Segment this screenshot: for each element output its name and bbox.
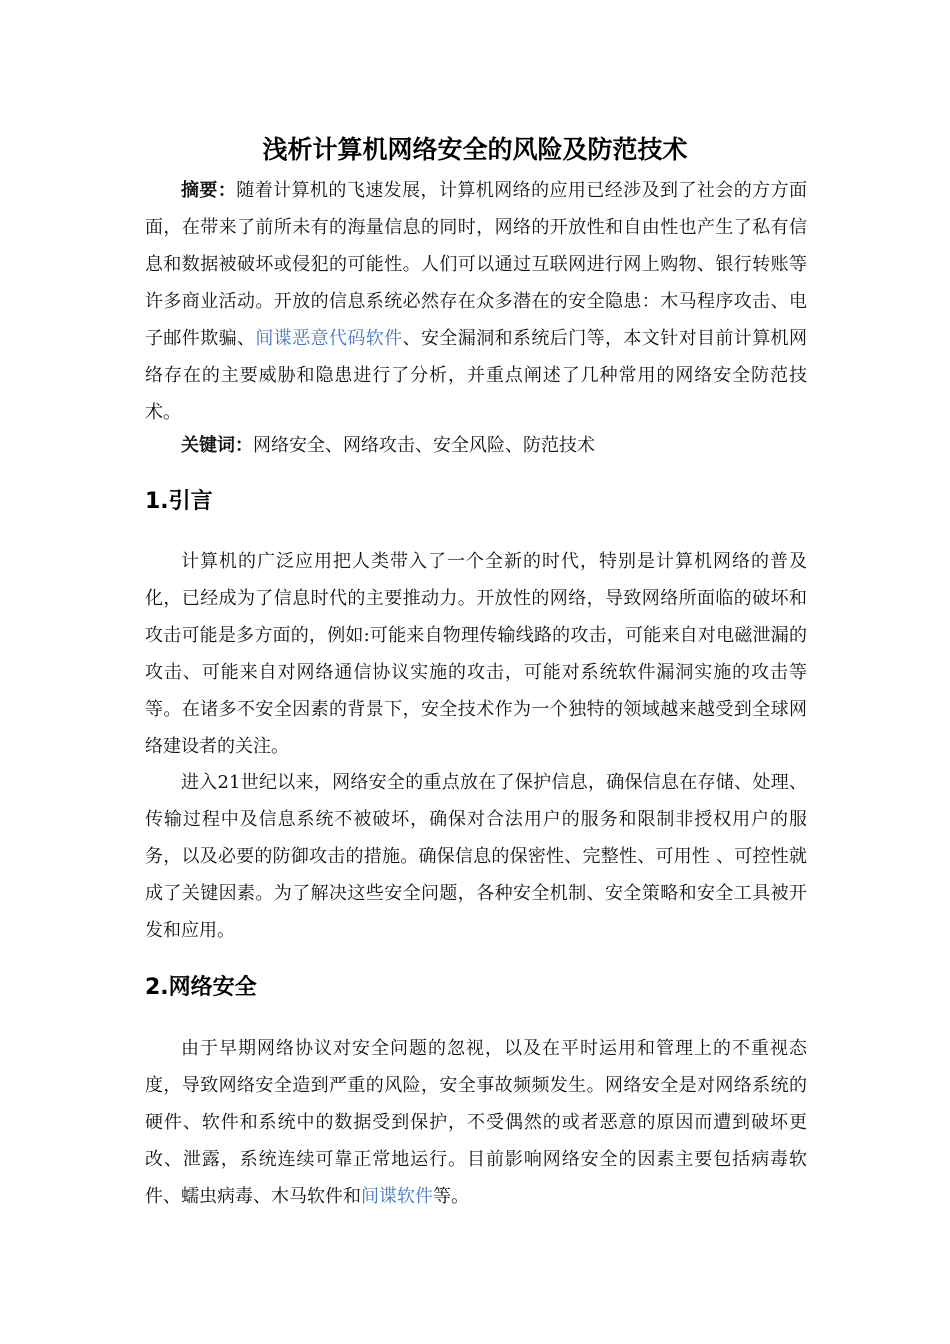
abstract-text-end: 、安全漏洞和系统后门等，本文针对目前计算机网络存在的主要威胁和隐患进行了分析，并重点阐述了几种常用的网络安全防范技术。 (145, 328, 808, 423)
network-security-text: 由于早期网络协议对安全问题的忽视，以及在平时运用和管理上的不重视态度，导致网络安全造到严重的风险，安全事故频频发生。网络安全是对网络系统的硬件、软件和系统中的数据受到保护，不受偶然的或者恶意的原因而遭到破坏更改、泄露，系统连续可靠正常地运行。目前影响网络安全的因素主要包括病毒软件、蠕虫病毒、木马软件和 (145, 1038, 807, 1207)
abstract-label: 摘要： (181, 180, 237, 201)
network-security-text-end: 等。 (433, 1186, 469, 1207)
document-title: 浅析计算机网络安全的风险及防范技术 (262, 135, 688, 164)
keywords-label: 关键词： (181, 435, 253, 456)
intro-paragraph-2: 进入21世纪以来，网络安全的重点放在了保护信息，确保信息在存储、处理、传输过程中及信息系统不被破坏，确保对合法用户的服务和限制非授权用户的服务，以及必要的防御攻击的措施。确保信息的保密性、完整性、可用性 、可控性就成了关键因素。为了解决这些安全问题，各种安全机制、安全策略和安全工具被开发和应用。 (145, 772, 807, 941)
abstract-paragraph (145, 172, 807, 431)
network-security-link[interactable]: 间谍软件 (361, 1186, 433, 1207)
section-heading-intro: 1.引言 (145, 489, 213, 514)
abstract-link[interactable]: 间谍恶意代码软件 (255, 328, 403, 349)
keywords-paragraph (145, 427, 807, 464)
section-heading-network-security: 2.网络安全 (145, 975, 257, 1000)
abstract-text: 随着计算机的飞速发展，计算机网络的应用已经涉及到了社会的方方面面，在带来了前所未有的海量信息的同时，网络的开放性和自由性也产生了私有信息和数据被破坏或侵犯的可能性。人们可以通过互联网进行网上购物、银行转账等许多商业活动。开放的信息系统必然存在众多潜在的安全隐患：木马程序攻击、电子邮件欺骗、 (145, 180, 808, 349)
intro-paragraph-1: 计算机的广泛应用把人类带入了一个全新的时代，特别是计算机网络的普及化，已经成为了信息时代的主要推动力。开放性的网络，导致网络所面临的破坏和攻击可能是多方面的，例如:可能来自物理传输线路的攻击，可能来自对电磁泄漏的攻击、可能来自对网络通信协议实施的攻击，可能对系统软件漏洞实施的攻击等等。在诸多不安全因素的背景下，安全技术作为一个独特的领域越来越受到全球网络建设者的关注。 (145, 551, 807, 757)
network-security-paragraph (145, 1030, 807, 1215)
keywords-text: 网络安全、网络攻击、安全风险、防范技术 (253, 435, 595, 456)
